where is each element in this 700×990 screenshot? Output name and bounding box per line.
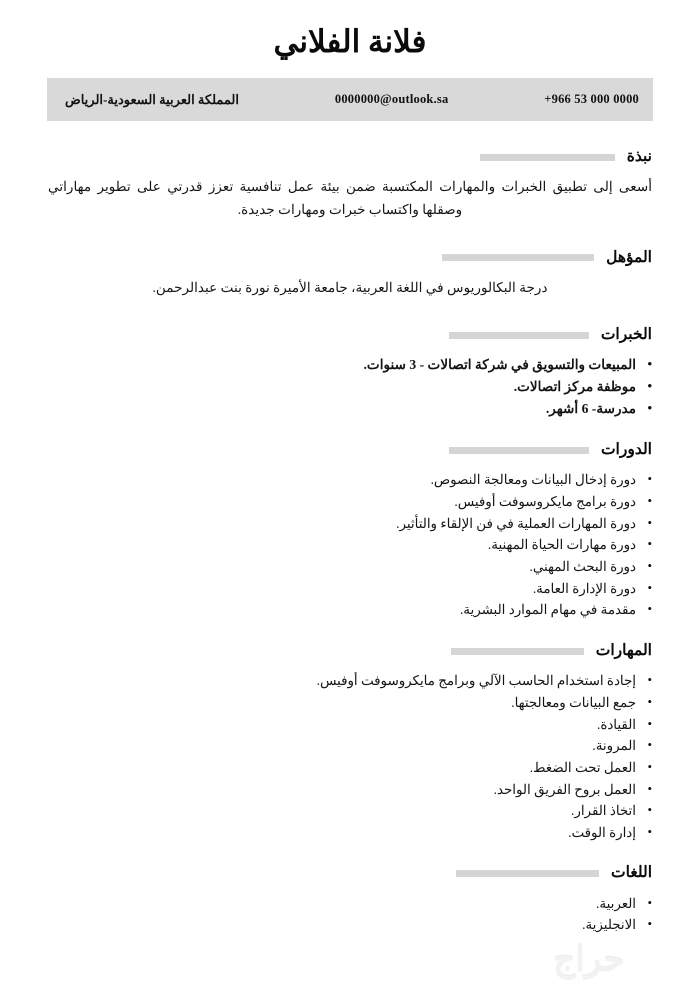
- list-item: • العربية.: [582, 893, 652, 915]
- list-item: • دورة مهارات الحياة المهنية.: [396, 534, 652, 556]
- haraj-watermark: حراج: [553, 942, 625, 979]
- list-item: • المبيعات والتسويق في شركة اتصالات - 3 سنوات.: [364, 354, 652, 376]
- section-rule: [451, 648, 584, 655]
- list-item: • دورة المهارات العملية في فن الإلقاء والتأثير.: [396, 513, 652, 535]
- section-summary-header: [48, 145, 652, 169]
- section-courses-list-wrap: [48, 462, 652, 621]
- section-qualification-header: [48, 246, 652, 270]
- contact-location: المملكة العربية السعودية-الرياض: [65, 91, 239, 107]
- section-courses-header: [48, 438, 652, 462]
- list-item: • القيادة.: [317, 714, 652, 736]
- list-item: • الانجليزية.: [582, 914, 652, 936]
- section-summary: [48, 145, 652, 222]
- section-skills: [48, 639, 652, 844]
- list-item: • جمع البيانات ومعالجتها.: [317, 692, 652, 714]
- section-courses: [48, 438, 652, 621]
- list-item: • إدارة الوقت.: [317, 822, 652, 844]
- list-item: • دورة الإدارة العامة.: [396, 578, 652, 600]
- section-languages-list-wrap: [48, 886, 652, 936]
- contact-phone: +966 53 000 0000: [544, 92, 639, 106]
- list-item: • دورة إدخال البيانات ومعالجة النصوص.: [396, 469, 652, 491]
- spacer: [48, 224, 652, 246]
- section-skills-header: [48, 639, 652, 663]
- list-item: • موظفة مركز اتصالات.: [364, 376, 652, 398]
- section-skills-title: المهارات: [595, 641, 652, 659]
- list-item: • المرونة.: [317, 735, 652, 757]
- list-item: • العمل تحت الضغط.: [317, 757, 652, 779]
- section-rule: [449, 332, 589, 339]
- section-rule: [442, 254, 594, 261]
- section-languages: [48, 862, 652, 936]
- list-item: • دورة البحث المهني.: [396, 556, 652, 578]
- section-experience-header: [48, 323, 652, 347]
- section-qualification: [48, 246, 652, 299]
- list-item: • مقدمة في مهام الموارد البشرية.: [396, 599, 652, 621]
- resume-body: [48, 145, 652, 938]
- section-rule: [456, 870, 599, 877]
- spacer: [48, 846, 652, 862]
- section-experience-list: [364, 354, 652, 420]
- list-item: • إجادة استخدام الحاسب الآلي وبرامج مايكروسوفت أوفيس.: [317, 670, 652, 692]
- section-rule: [480, 154, 615, 161]
- section-skills-list-wrap: [48, 663, 652, 844]
- list-item: • مدرسة- 6 أشهر.: [364, 398, 652, 420]
- section-courses-title: الدورات: [600, 440, 652, 458]
- page-title: فلانة الفلاني: [273, 24, 427, 59]
- section-rule: [449, 447, 589, 454]
- list-item: • العمل بروح الفريق الواحد.: [317, 779, 652, 801]
- section-experience: [48, 323, 652, 420]
- section-summary-text: أسعى إلى تطبيق الخبرات والمهارات المكتسبة ضمن بيئة عمل تنافسية تعزز قدرتي على تطوير مهاراتي وصقلها واكتساب خبرات ومهارات جديدة.: [48, 179, 652, 218]
- section-languages-list: [582, 893, 652, 936]
- spacer: [48, 422, 652, 438]
- section-qualification-text: درجة البكالوريوس في اللغة العربية، جامعة الأميرة نورة بنت عبدالرحمن.: [152, 279, 548, 295]
- list-item: • اتخاذ القرار.: [317, 800, 652, 822]
- section-languages-title: اللغات: [611, 864, 652, 882]
- contact-email: 0000000@outlook.sa: [334, 92, 449, 106]
- section-experience-title: الخبرات: [600, 325, 652, 343]
- section-experience-list-wrap: [48, 347, 652, 420]
- spacer: [48, 301, 652, 323]
- section-summary-title: نبذة: [626, 147, 652, 165]
- section-skills-list: [317, 670, 652, 844]
- section-qualification-title: المؤهل: [606, 248, 652, 266]
- spacer: [48, 623, 652, 639]
- section-languages-header: [48, 862, 652, 886]
- contact-bar: [47, 78, 653, 121]
- list-item: • دورة برامج مايكروسوفت أوفيس.: [396, 491, 652, 513]
- section-courses-list: [396, 469, 652, 621]
